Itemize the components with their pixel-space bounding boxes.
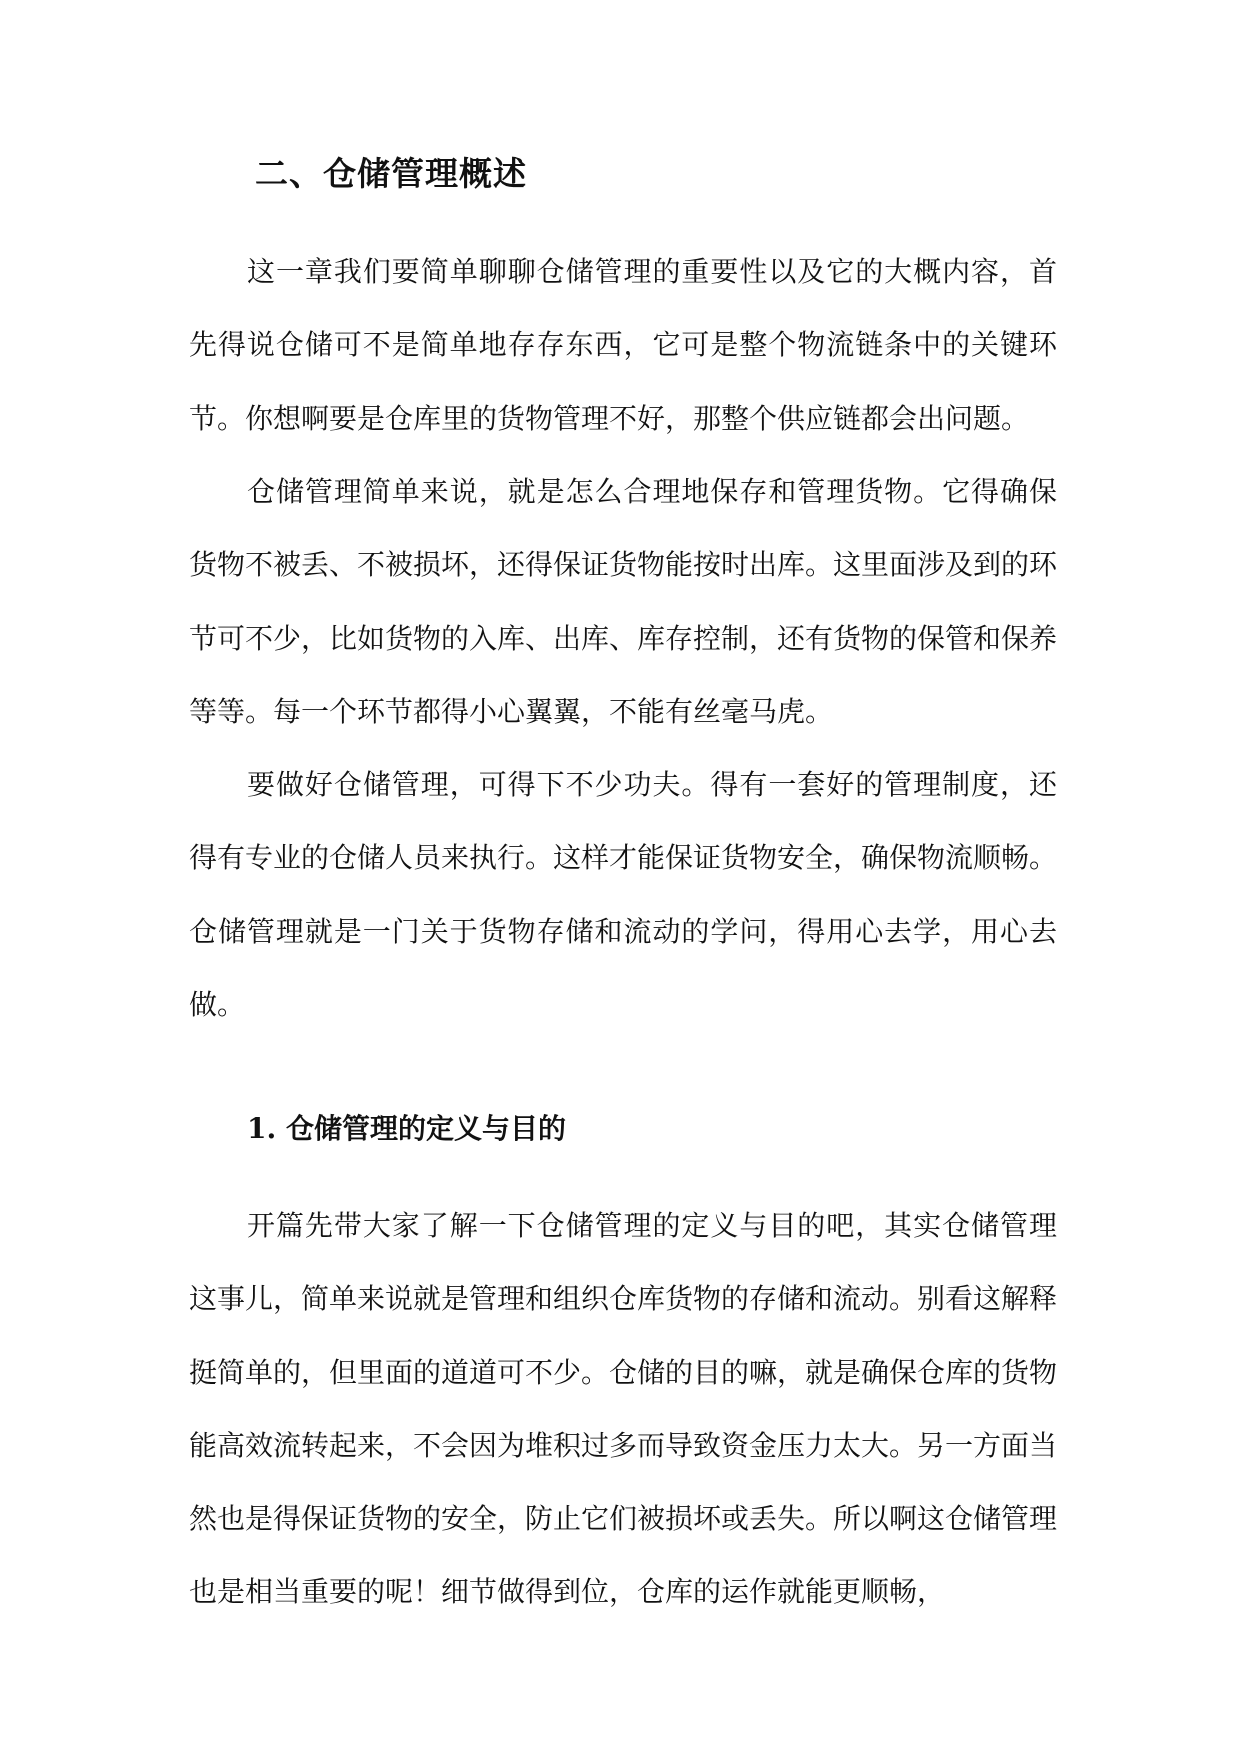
section-paragraph-2: 仓储管理简单来说，就是怎么合理地保存和管理货物。它得确保货物不被丢、不被损坏，还得保证货物能按时出库。这里面涉及到的环节可不少，比如货物的入库、出库、库存控制，还有货物的保管和保养等等。每一个环节都得小心翼翼，不能有丝毫马虎。 bbox=[189, 475, 1058, 728]
subsection-paragraph-1: 开篇先带大家了解一下仓储管理的定义与目的吧，其实仓储管理这事儿，简单来说就是管理和组织仓库货物的存储和流动。别看这解释挺简单的，但里面的道道可不少。仓储的目的嘛，就是确保仓库的货物能高效流转起来，不会因为堆积过多而导致资金压力太大。另一方面当然也是得保证货物的安全，防止它们被损坏或丢失。所以啊这仓储管理也是相当重要的呢！细节做得到位，仓库的运作就能更顺畅， bbox=[189, 1209, 1058, 1609]
section-heading: 二、仓储管理概述 bbox=[255, 154, 527, 193]
subsection-heading: 1. 仓储管理的定义与目的 bbox=[247, 1112, 566, 1145]
section-paragraph-3: 要做好仓储管理，可得下不少功夫。得有一套好的管理制度，还得有专业的仓储人员来执行。这样才能保证货物安全，确保物流顺畅。仓储管理就是一门关于货物存储和流动的学问，得用心去学，用心去做。 bbox=[189, 768, 1058, 1021]
section-paragraph-1: 这一章我们要简单聊聊仓储管理的重要性以及它的大概内容，首先得说仓储可不是简单地存存东西，它可是整个物流链条中的关键环节。你想啊要是仓库里的货物管理不好，那整个供应链都会出问题。 bbox=[189, 255, 1057, 435]
